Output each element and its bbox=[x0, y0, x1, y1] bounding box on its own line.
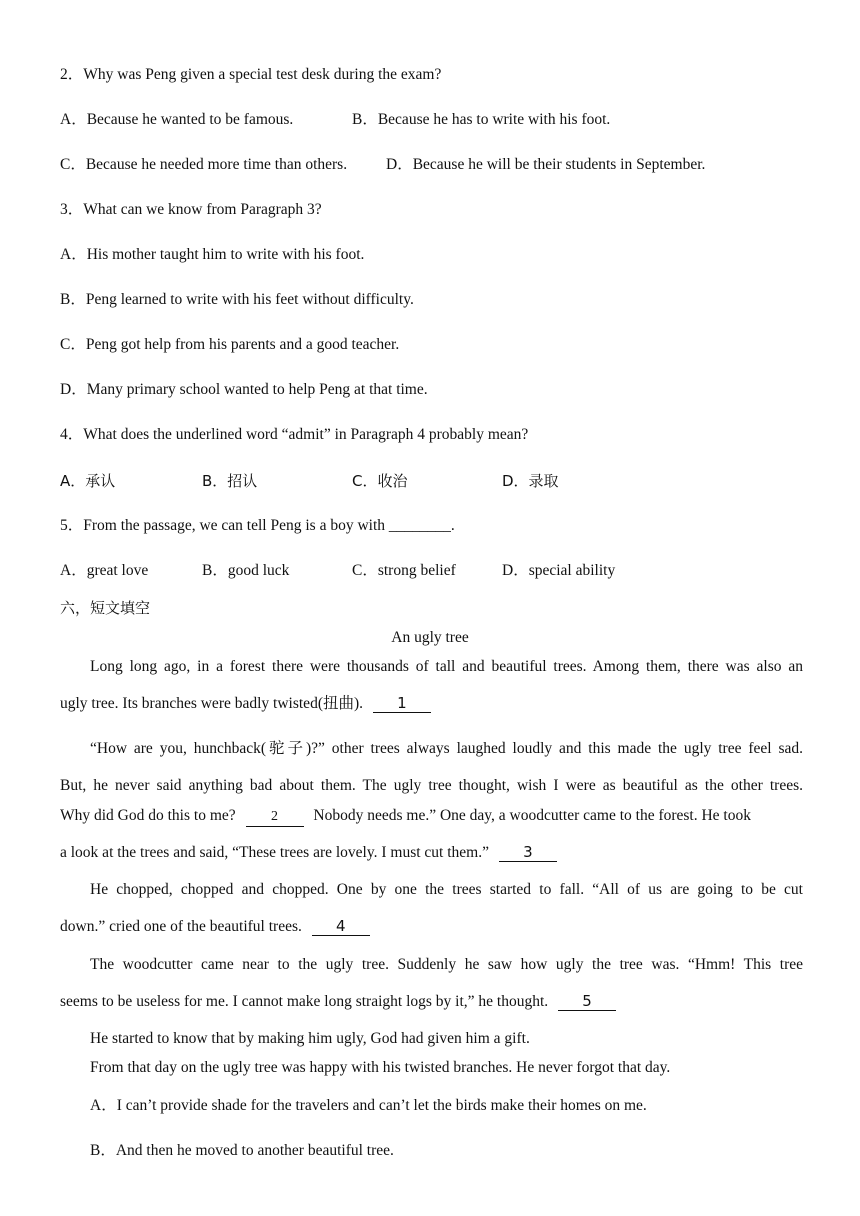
answer-option-a: A．I can’t provide shade for the travelers and can’t let the birds make their homes on me. bbox=[90, 1097, 647, 1114]
paragraph-2-line-3 bbox=[60, 806, 751, 827]
paragraph-2-line-4 bbox=[60, 843, 557, 863]
paragraph-2-line-1: “How are you, hunchback(驼子)?” other trees always laughed loudly and this made the ugly tree feel sad. bbox=[90, 740, 803, 757]
section-heading: 六，短文填空 bbox=[60, 599, 151, 617]
paragraph-3-line-2 bbox=[60, 917, 370, 937]
q2-option-d: D．Because he will be their students in September. bbox=[386, 156, 706, 173]
paragraph-3-line-1: He chopped, chopped and chopped. One by one the trees started to fall. “All of us are going to be cut bbox=[90, 881, 803, 898]
q2-option-b: B．Because he has to write with his foot. bbox=[352, 111, 611, 128]
passage-title: An ugly tree bbox=[391, 629, 469, 646]
q4-option-a: A．承认 bbox=[60, 472, 116, 490]
paragraph-2-text-a: Why did God do this to me? bbox=[60, 807, 236, 824]
q4-option-d: D．录取 bbox=[502, 472, 559, 490]
paragraph-4-line-2 bbox=[60, 992, 616, 1012]
blank-3[interactable]: 3 bbox=[499, 843, 557, 862]
paragraph-5: He started to know that by making him ugly, God had given him a gift. bbox=[90, 1030, 530, 1047]
q2-option-a: A．Because he wanted to be famous. bbox=[60, 111, 294, 128]
blank-5[interactable]: 5 bbox=[558, 992, 616, 1011]
paragraph-3-text: down.” cried one of the beautiful trees. bbox=[60, 918, 302, 935]
paragraph-4-line-1: The woodcutter came near to the ugly tree. Suddenly he saw how ugly the tree was. “Hmm! This tree bbox=[90, 956, 803, 973]
q5-option-c: C．strong belief bbox=[352, 562, 456, 579]
blank-2[interactable]: 2 bbox=[246, 808, 304, 827]
q4-option-c: C．收治 bbox=[352, 472, 408, 490]
paragraph-2-text-b: Nobody needs me.” One day, a woodcutter came to the forest. He took bbox=[313, 807, 751, 824]
q3-option-c: C．Peng got help from his parents and a good teacher. bbox=[60, 336, 400, 353]
paragraph-4-text: seems to be useless for me. I cannot make long straight logs by it,” he thought. bbox=[60, 993, 549, 1010]
q2-stem: 2．Why was Peng given a special test desk during the exam? bbox=[60, 66, 442, 83]
paragraph-2-line-2: But, he never said anything bad about them. The ugly tree thought, wish I were as beautiful as the other trees. bbox=[60, 777, 803, 794]
q4-option-b: B．招认 bbox=[202, 472, 258, 490]
paragraph-1-line-1: Long long ago, in a forest there were thousands of tall and beautiful trees. Among them, there was also an bbox=[90, 658, 803, 675]
q3-stem: 3．What can we know from Paragraph 3? bbox=[60, 201, 322, 218]
q5-stem: 5．From the passage, we can tell Peng is a boy with ________. bbox=[60, 517, 455, 534]
q5-option-b: B．good luck bbox=[202, 562, 290, 579]
q5-option-a: A．great love bbox=[60, 562, 149, 579]
q5-option-d: D．special ability bbox=[502, 562, 616, 579]
blank-1[interactable]: 1 bbox=[373, 694, 431, 713]
q3-option-d: D．Many primary school wanted to help Peng at that time. bbox=[60, 381, 428, 398]
q3-option-a: A．His mother taught him to write with his foot. bbox=[60, 246, 365, 263]
paragraph-2-text-c: a look at the trees and said, “These trees are lovely. I must cut them.” bbox=[60, 844, 489, 861]
blank-4[interactable]: 4 bbox=[312, 917, 370, 936]
q3-option-b: B．Peng learned to write with his feet without difficulty. bbox=[60, 291, 414, 308]
paragraph-1-line-2 bbox=[60, 694, 431, 714]
paragraph-1-text: ugly tree. Its branches were badly twisted(扭曲). bbox=[60, 695, 364, 712]
q4-stem: 4．What does the underlined word “admit” in Paragraph 4 probably mean? bbox=[60, 426, 529, 443]
paragraph-6: From that day on the ugly tree was happy with his twisted branches. He never forgot that day. bbox=[90, 1059, 671, 1076]
answer-option-b: B．And then he moved to another beautiful tree. bbox=[90, 1142, 394, 1159]
q2-option-c: C．Because he needed more time than others. bbox=[60, 156, 348, 173]
